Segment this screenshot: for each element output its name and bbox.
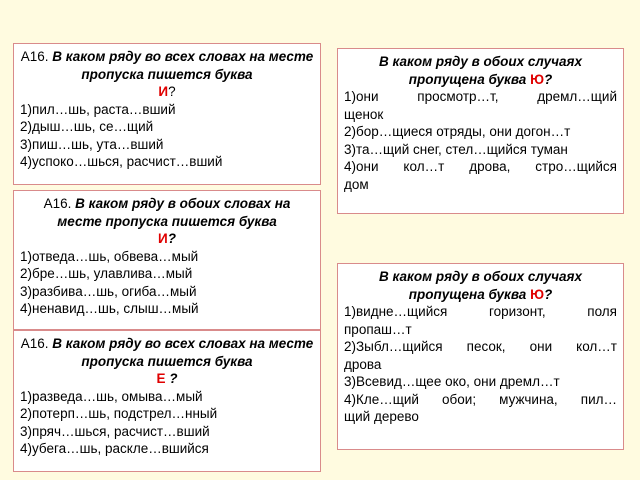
- task-card-1: [13, 43, 321, 185]
- option-2-cont: дрова: [344, 356, 382, 372]
- question-prompt: В каком ряду в обоих случаях пропущена буква: [379, 54, 582, 87]
- option-4: 4)они кол…т дрова, стро…щийся: [344, 159, 617, 174]
- question-prompt: В каком ряду в обоих словах на месте пропуска пишется буква: [57, 196, 291, 229]
- question-text: [344, 268, 617, 303]
- question-mark: ?: [169, 371, 178, 386]
- question-mark: ?: [544, 71, 553, 87]
- option-2: 2)потерп…шь, подстрел…нный: [20, 406, 218, 421]
- question-text: [20, 48, 314, 101]
- question-prompt: В каком ряду во всех словах на месте пропуска пишется буква: [52, 336, 314, 369]
- option-4: 4)успоко…шься, расчист…вший: [20, 154, 223, 169]
- option-1: 1)они просмотр…т, дремл…щий: [344, 89, 617, 104]
- task-card-4: [337, 48, 624, 214]
- option-1-cont: пропаш…т: [344, 321, 412, 337]
- option-4-cont: дом: [344, 176, 369, 192]
- option-3: 3)разбива…шь, огиба…мый: [20, 283, 197, 299]
- option-3: 3)Всевид…щее око, они дремл…т: [344, 374, 560, 389]
- task-number: А16.: [20, 49, 49, 64]
- question-mark: ?: [168, 84, 176, 99]
- task-card-5: [337, 263, 624, 450]
- option-4: 4)убега…шь, раскле…вшийся: [20, 441, 209, 456]
- option-3: 3)та…щий снег, стел…щийся туман: [344, 141, 568, 157]
- question-text: [344, 53, 617, 88]
- task-card-3: [13, 330, 321, 472]
- option-2: 2)бре…шь, улавлива…мый: [20, 266, 193, 281]
- option-1: 1)видне…щийся горизонт, поля: [344, 304, 617, 319]
- option-2: 2)бор…щиеся отряды, они догон…т: [344, 124, 571, 139]
- question-mark: ?: [544, 286, 553, 302]
- option-1: 1)отведа…шь, обвева…мый: [20, 248, 199, 264]
- option-1: 1)разведа…шь, омыва…мый: [20, 388, 203, 404]
- question-mark: ?: [167, 231, 176, 246]
- option-3: 3)пряч…шься, расчист…вший: [20, 423, 210, 439]
- target-letter: И: [158, 84, 169, 99]
- option-1: 1)пил…шь, раста…вший: [20, 101, 176, 117]
- option-2: 2)Зыбл…щийся песок, они кол…т: [344, 339, 617, 354]
- option-4: 4)Кле…щий обои; мужчина, пил…: [344, 391, 617, 407]
- option-4-cont: щий дерево: [344, 409, 419, 424]
- option-3: 3)пиш…шь, ута…вший: [20, 136, 164, 152]
- question-text: [20, 335, 314, 388]
- target-letter: Е: [156, 371, 166, 386]
- task-number: А16.: [43, 196, 72, 211]
- question-prompt: В каком ряду в обоих случаях пропущена буква: [379, 269, 582, 302]
- target-letter: Ю: [530, 286, 544, 302]
- target-letter: Ю: [530, 71, 544, 87]
- question-text: [20, 195, 314, 248]
- task-number: А16.: [20, 336, 49, 351]
- option-1-cont: щенок: [344, 106, 384, 122]
- question-prompt: В каком ряду во всех словах на месте пропуска пишется буква: [52, 49, 314, 82]
- target-letter: И: [158, 231, 168, 246]
- option-2: 2)дыш…шь, се…щий: [20, 119, 154, 134]
- task-card-2: [13, 190, 321, 330]
- option-4: 4)ненавид…шь, слыш…мый: [20, 301, 199, 316]
